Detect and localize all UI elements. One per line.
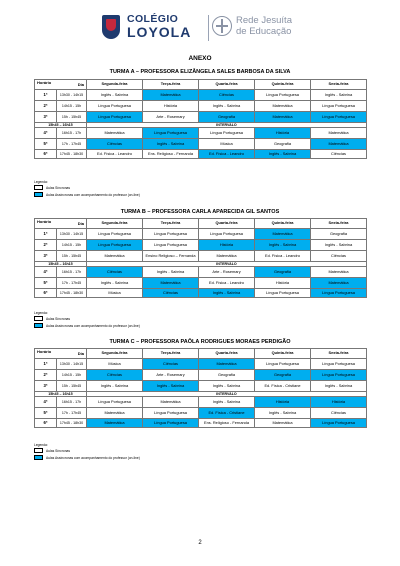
subject-cell: Música [87,359,143,370]
subject-cell: Inglês - Sabrina [311,240,367,251]
legend-async-swatch [34,192,43,197]
subject-cell: Matemática [255,229,311,240]
table-row [35,370,367,381]
class-number: 6ª [35,289,57,298]
day-header: Terça-feira [143,80,199,90]
legend-async-swatch [34,323,43,328]
subject-cell: Geografia [199,112,255,123]
subject-cell: Matemática [87,128,143,139]
subject-cell: Ciências [87,139,143,150]
class-time: 15h - 15h45 [57,112,87,123]
day-header: Quinta-feira [255,349,311,359]
horario-label: Horário [37,349,52,354]
subject-cell: Inglês - Sabrina [143,267,199,278]
subject-cell: Língua Portuguesa [311,359,367,370]
class-time: 13h30 - 14h15 [57,359,87,370]
table-row [35,419,367,428]
class-number: 4ª [35,128,57,139]
turma-a-title: TURMA A – PROFESSORA ELIZÂNGELA SALES BARBOSA DA SILVA [109,69,291,75]
interval-label: INTERVALO [87,123,367,128]
class-time: 14h15 - 15h [57,240,87,251]
subject-cell: Arte - Rosemary [143,370,199,381]
subject-cell: Ciências [311,251,367,262]
subject-cell: Geografia [199,370,255,381]
class-time: 17h45 - 18h30 [57,289,87,298]
legend-sync-swatch [34,316,43,321]
table-header-row [35,80,367,90]
class-time: 16h15 - 17h [57,267,87,278]
subject-cell: Inglês - Sabrina [87,90,143,101]
horario-label: Horário [37,80,52,85]
subject-cell: Geografia [311,229,367,240]
subject-cell: Geografia [255,370,311,381]
subject-cell: Matemática [143,397,199,408]
subject-cell: Língua Portuguesa [143,229,199,240]
table-row [35,101,367,112]
day-header: Segunda-feira [87,349,143,359]
legend-sync-swatch [34,448,43,453]
turma-b-schedule-table [34,218,367,298]
network-line1: Rede Jesuíta [236,15,292,26]
subject-cell: Língua Portuguesa [143,128,199,139]
class-number: 6ª [35,419,57,428]
day-header: Quarta-feira [199,80,255,90]
subject-cell: Inglês - Sabrina [143,139,199,150]
subject-cell: Língua Portuguesa [311,289,367,298]
subject-cell: Língua Portuguesa [199,229,255,240]
table-header-row [35,219,367,229]
subject-cell: Inglês - Sabrina [311,381,367,392]
subject-cell: Língua Portuguesa [255,90,311,101]
day-header: Quarta-feira [199,219,255,229]
day-header: Sexta-feira [311,219,367,229]
subject-cell: Língua Portuguesa [311,370,367,381]
horario-dia-header [35,219,87,229]
table-row [35,397,367,408]
subject-cell: História [255,397,311,408]
class-time: 17h - 17h45 [57,278,87,289]
subject-cell: Matemática [311,139,367,150]
legend-title: Legenda: [34,311,48,315]
subject-cell: Ciências [143,289,199,298]
subject-cell: Inglês - Sabrina [199,289,255,298]
subject-cell: Língua Portuguesa [143,408,199,419]
subject-cell: Matemática [255,112,311,123]
subject-cell: Inglês - Sabrina [199,397,255,408]
class-number: 2ª [35,370,57,381]
network-line2: de Educação [236,26,292,37]
subject-cell: Matemática [143,90,199,101]
interval-label: INTERVALO [87,392,367,397]
table-row [35,359,367,370]
subject-cell: Música [87,289,143,298]
subject-cell: Matemática [255,101,311,112]
class-number: 6ª [35,150,57,159]
class-number: 3ª [35,112,57,123]
subject-cell: Inglês - Sabrina [199,381,255,392]
day-header: Quinta-feira [255,80,311,90]
table-row [35,408,367,419]
legend-sync-swatch [34,185,43,190]
subject-cell: História [143,101,199,112]
subject-cell: Ed. Física - Leandro [199,278,255,289]
class-time: 17h45 - 18h30 [57,419,87,428]
class-time: 15h - 15h45 [57,381,87,392]
subject-cell: Língua Portuguesa [87,101,143,112]
interval-time: 15h45 – 16h15 [35,392,87,397]
day-header: Terça-feira [143,349,199,359]
subject-cell: Matemática [311,278,367,289]
annex-heading: ANEXO [188,55,212,62]
class-number: 5ª [35,278,57,289]
turma-a-schedule-table [34,79,367,159]
subject-cell: Inglês - Sabrina [255,408,311,419]
subject-cell: Matemática [87,408,143,419]
subject-cell: Ed. Física - Cristiane [199,408,255,419]
day-header: Segunda-feira [87,219,143,229]
table-row [35,278,367,289]
subject-cell: Língua Portuguesa [87,229,143,240]
subject-cell: Ciências [311,408,367,419]
class-number: 2ª [35,240,57,251]
subject-cell: Geografia [255,267,311,278]
legend-sync-label: Aulas Síncronas [46,448,71,453]
class-number: 2ª [35,101,57,112]
table-row [35,112,367,123]
subject-cell: Matemática [87,419,143,428]
subject-cell: Língua Portuguesa [311,112,367,123]
subject-cell: Ed. Física - Leandro [87,150,143,159]
subject-cell: Inglês - Sabrina [143,381,199,392]
legend-sync-label: Aulas Síncronas [46,316,71,321]
subject-cell: Inglês - Sabrina [255,150,311,159]
class-number: 3ª [35,251,57,262]
table-row [35,289,367,298]
subject-cell: Matemática [255,419,311,428]
table-row [35,128,367,139]
subject-cell: Música [199,139,255,150]
turma-b-title: TURMA B – PROFESSORA CARLA APARECIDA GIL SANTOS [120,209,280,215]
day-header: Sexta-feira [311,80,367,90]
class-number: 1ª [35,359,57,370]
table-row [35,381,367,392]
class-number: 5ª [35,139,57,150]
horario-label: Horário [37,219,52,224]
day-header: Quinta-feira [255,219,311,229]
brand-line1: COLÉGIO [127,13,179,25]
brand-line2: LOYOLA [127,24,192,40]
subject-cell: História [199,240,255,251]
subject-cell: Língua Portuguesa [311,419,367,428]
interval-label: INTERVALO [87,262,367,267]
subject-cell: Ens. Religioso - Fernanda [199,419,255,428]
day-header: Segunda-feira [87,80,143,90]
class-time: 13h30 - 14h15 [57,229,87,240]
subject-cell: Língua Portuguesa [143,240,199,251]
subject-cell: Inglês - Sabrina [87,278,143,289]
day-header: Sexta-feira [311,349,367,359]
legend-title: Legenda: [34,180,48,184]
legend-async-label: Aulas Assíncronas com acompanhamento do professor (on-line) [46,192,140,197]
subject-cell: Ed. Física - Leandro [255,251,311,262]
turma-c-schedule-table [34,348,367,428]
subject-cell: Língua Portuguesa [311,101,367,112]
subject-cell: Matemática [311,267,367,278]
class-number: 4ª [35,267,57,278]
crest-icon [100,13,122,41]
subject-cell: Ciências [87,267,143,278]
class-time: 17h - 17h45 [57,139,87,150]
subject-cell: Ciências [311,150,367,159]
subject-cell: Ciências [87,370,143,381]
subject-cell: Inglês - Sabrina [199,101,255,112]
legend-async-swatch [34,455,43,460]
subject-cell: Ensino Religioso – Fernanda [143,251,199,262]
class-time: 14h15 - 15h [57,101,87,112]
class-number: 1ª [35,229,57,240]
subject-cell: Matemática [87,251,143,262]
subject-cell: Língua Portuguesa [87,112,143,123]
subject-cell: Língua Portuguesa [87,397,143,408]
subject-cell: Arte - Rosemary [143,112,199,123]
class-time: 17h45 - 18h30 [57,150,87,159]
class-time: 16h15 - 17h [57,128,87,139]
day-header: Quarta-feira [199,349,255,359]
subject-cell: Inglês - Sabrina [87,381,143,392]
dia-label: Dia [77,82,84,88]
legend-async-label: Aulas Assíncronas com acompanhamento do professor (on-line) [46,323,140,328]
subject-cell: Arte - Rosemary [199,267,255,278]
table-row [35,240,367,251]
legend-async-label: Aulas Assíncronas com acompanhamento do professor (on-line) [46,455,140,460]
subject-cell: Inglês - Sabrina [255,240,311,251]
subject-cell: Ciências [199,90,255,101]
subject-cell: Língua Portuguesa [143,419,199,428]
legend-title: Legenda: [34,443,48,447]
subject-cell: Matemática [199,359,255,370]
page-number: 2 [198,540,202,546]
subject-cell: Inglês - Sabrina [311,90,367,101]
subject-cell: Língua Portuguesa [87,240,143,251]
jesuit-network-icon [212,16,232,36]
subject-cell: Matemática [199,251,255,262]
class-time: 13h30 - 14h15 [57,90,87,101]
table-header-row [35,349,367,359]
horario-dia-header [35,80,87,90]
table-row [35,229,367,240]
turma-c-title: TURMA C – PROFESSORA PAÔLA RODRIGUES MORAES PERDIGÃO [109,339,291,345]
dia-label: Dia [77,351,84,357]
horario-dia-header [35,349,87,359]
logo-divider [208,15,209,41]
subject-cell: Ens. Religioso - Fernanda [143,150,199,159]
day-header: Terça-feira [143,219,199,229]
table-row [35,150,367,159]
subject-cell: Ed. Física - Leandro [199,150,255,159]
class-time: 15h - 15h45 [57,251,87,262]
subject-cell: Língua Portuguesa [255,289,311,298]
dia-label: Dia [77,221,84,227]
subject-cell: Língua Portuguesa [199,128,255,139]
class-number: 1ª [35,90,57,101]
interval-time: 15h45 – 16h15 [35,262,87,267]
subject-cell: Ed. Física - Cristiane [255,381,311,392]
subject-cell: História [255,128,311,139]
subject-cell: Geografia [255,139,311,150]
class-number: 5ª [35,408,57,419]
subject-cell: Ciências [143,359,199,370]
subject-cell: História [311,397,367,408]
class-time: 14h15 - 15h [57,370,87,381]
class-number: 3ª [35,381,57,392]
legend-sync-label: Aulas Síncronas [46,185,71,190]
class-time: 17h - 17h45 [57,408,87,419]
table-row [35,251,367,262]
table-row [35,267,367,278]
interval-time: 15h45 – 16h15 [35,123,87,128]
table-row [35,90,367,101]
table-row [35,139,367,150]
subject-cell: História [255,278,311,289]
subject-cell: Matemática [311,128,367,139]
class-number: 4ª [35,397,57,408]
school-logo [100,13,300,43]
subject-cell: Matemática [143,278,199,289]
subject-cell: Língua Portuguesa [255,359,311,370]
class-time: 16h15 - 17h [57,397,87,408]
